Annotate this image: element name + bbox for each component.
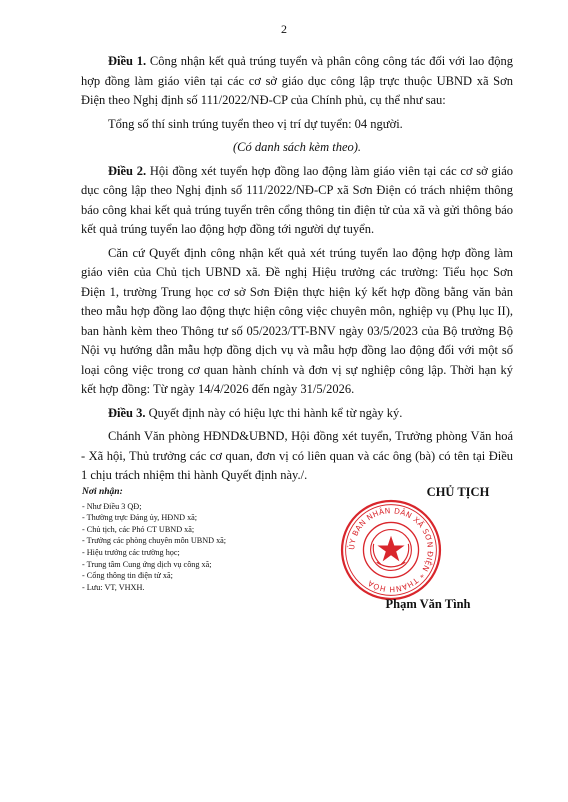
attached-list-note: (Có danh sách kèm theo). — [232, 140, 362, 154]
article-1 — [81, 52, 513, 111]
page-number: 2 — [281, 22, 287, 36]
recipient-item: - Thường trực Đảng ủy, HĐND xã; — [82, 513, 198, 523]
responsibility-paragraph: Chánh Văn phòng HĐND&UBND, Hội đồng xét tuyển, Trưởng phòng Văn hoá - Xã hội, Thủ trưởng các cơ quan, đơn vị có liên quan và các ông (bà) có tên tại Điều 1 chịu trách nhiệm thi hành Quyết định này./. — [81, 429, 513, 482]
recipient-item: - Chủ tịch, các Phó CT UBND xã; — [82, 524, 195, 534]
contract-basis-paragraph: Căn cứ Quyết định công nhận kết quả xét trúng tuyển lao động hợp đồng làm giáo viên của Chủ tịch UBND xã. Đề nghị Hiệu trưởng các trường: Tiểu học Sơn Điện 1, trường Trung học cơ sở Sơn Điện thực hiện ký kết hợp đồng bằng văn bản theo mẫu hợp đồng lao động thực hiện công việc chuyên môn, nghiệp vụ (Phụ lục II), ban hành kèm theo Thông tư số 05/2023/TT-BNV ngày 03/5/2023 của Bộ trưởng Bộ Nội vụ hướng dẫn mẫu hợp đồng dịch vụ và mẫu hợp đồng lao động đối với một số loại công việc trong cơ quan hành chính và đơn vị sự nghiệp công lập. Thời hạn ký kết hợp đồng: Từ ngày 14/4/2026 đến ngày 31/5/2026. — [81, 245, 513, 396]
total-candidates: Tổng số thí sinh trúng tuyển theo vị trí dự tuyển: 04 người. — [108, 116, 403, 131]
recipient-item: - Trưởng các phòng chuyên môn UBND xã; — [82, 536, 227, 546]
recipients-title: Nơi nhận: — [82, 487, 123, 497]
signature-block — [328, 485, 528, 611]
article-3 — [81, 404, 513, 424]
recipient-item: - Lưu: VT, VHXH. — [82, 582, 145, 592]
decision-body — [81, 52, 513, 486]
article-3-text: Quyết định này có hiệu lực thi hành kể từ ngày ký. — [145, 405, 403, 420]
svg-text:ỦY BAN NHÂN DÂN XÃ SƠN ĐIỆN *: ỦY BAN NHÂN DÂN XÃ SƠN ĐIỆN * THANH HÓA — [347, 506, 435, 594]
official-seal-icon — [340, 499, 442, 601]
article-1-text: Công nhận kết quả trúng tuyển và phân công công tác đối với lao động hợp đồng làm giáo viên tại các cơ sở giáo dục công lập trực thuộc UBND xã Sơn Điện theo Nghị định số 111/2022/NĐ-CP của Chính phủ, cụ thể như sau: — [81, 54, 514, 107]
article-1-heading: Điều 1. — [108, 54, 147, 68]
recipient-item: - Như Điều 3 QĐ; — [82, 501, 142, 511]
article-2-heading: Điều 2. — [108, 163, 147, 178]
recipient-item: - Cổng thông tin điện tử xã; — [82, 571, 173, 581]
recipients-block — [82, 487, 312, 593]
recipient-item: - Hiệu trưởng các trường học; — [82, 547, 180, 557]
signer-title: CHỦ TỊCH — [426, 485, 490, 499]
article-2 — [81, 162, 513, 240]
article-3-heading: Điều 3. — [108, 405, 146, 420]
article-2-text: Hội đồng xét tuyển hợp đồng lao động làm giáo viên tại các cơ sở giáo dục công lập theo Nghị định số 111/2022/NĐ-CP xã Sơn Điện có trách nhiệm thông báo công khai kết quả trúng tuyển trên cổng thông tin điện tử của xã và gửi thông báo kết quả trúng tuyển lao động hợp đồng tới người dự tuyển. — [81, 163, 513, 236]
signer-name: Phạm Văn Tình — [385, 597, 471, 611]
recipient-item: - Trung tâm Cung ứng dịch vụ công xã; — [82, 559, 212, 569]
